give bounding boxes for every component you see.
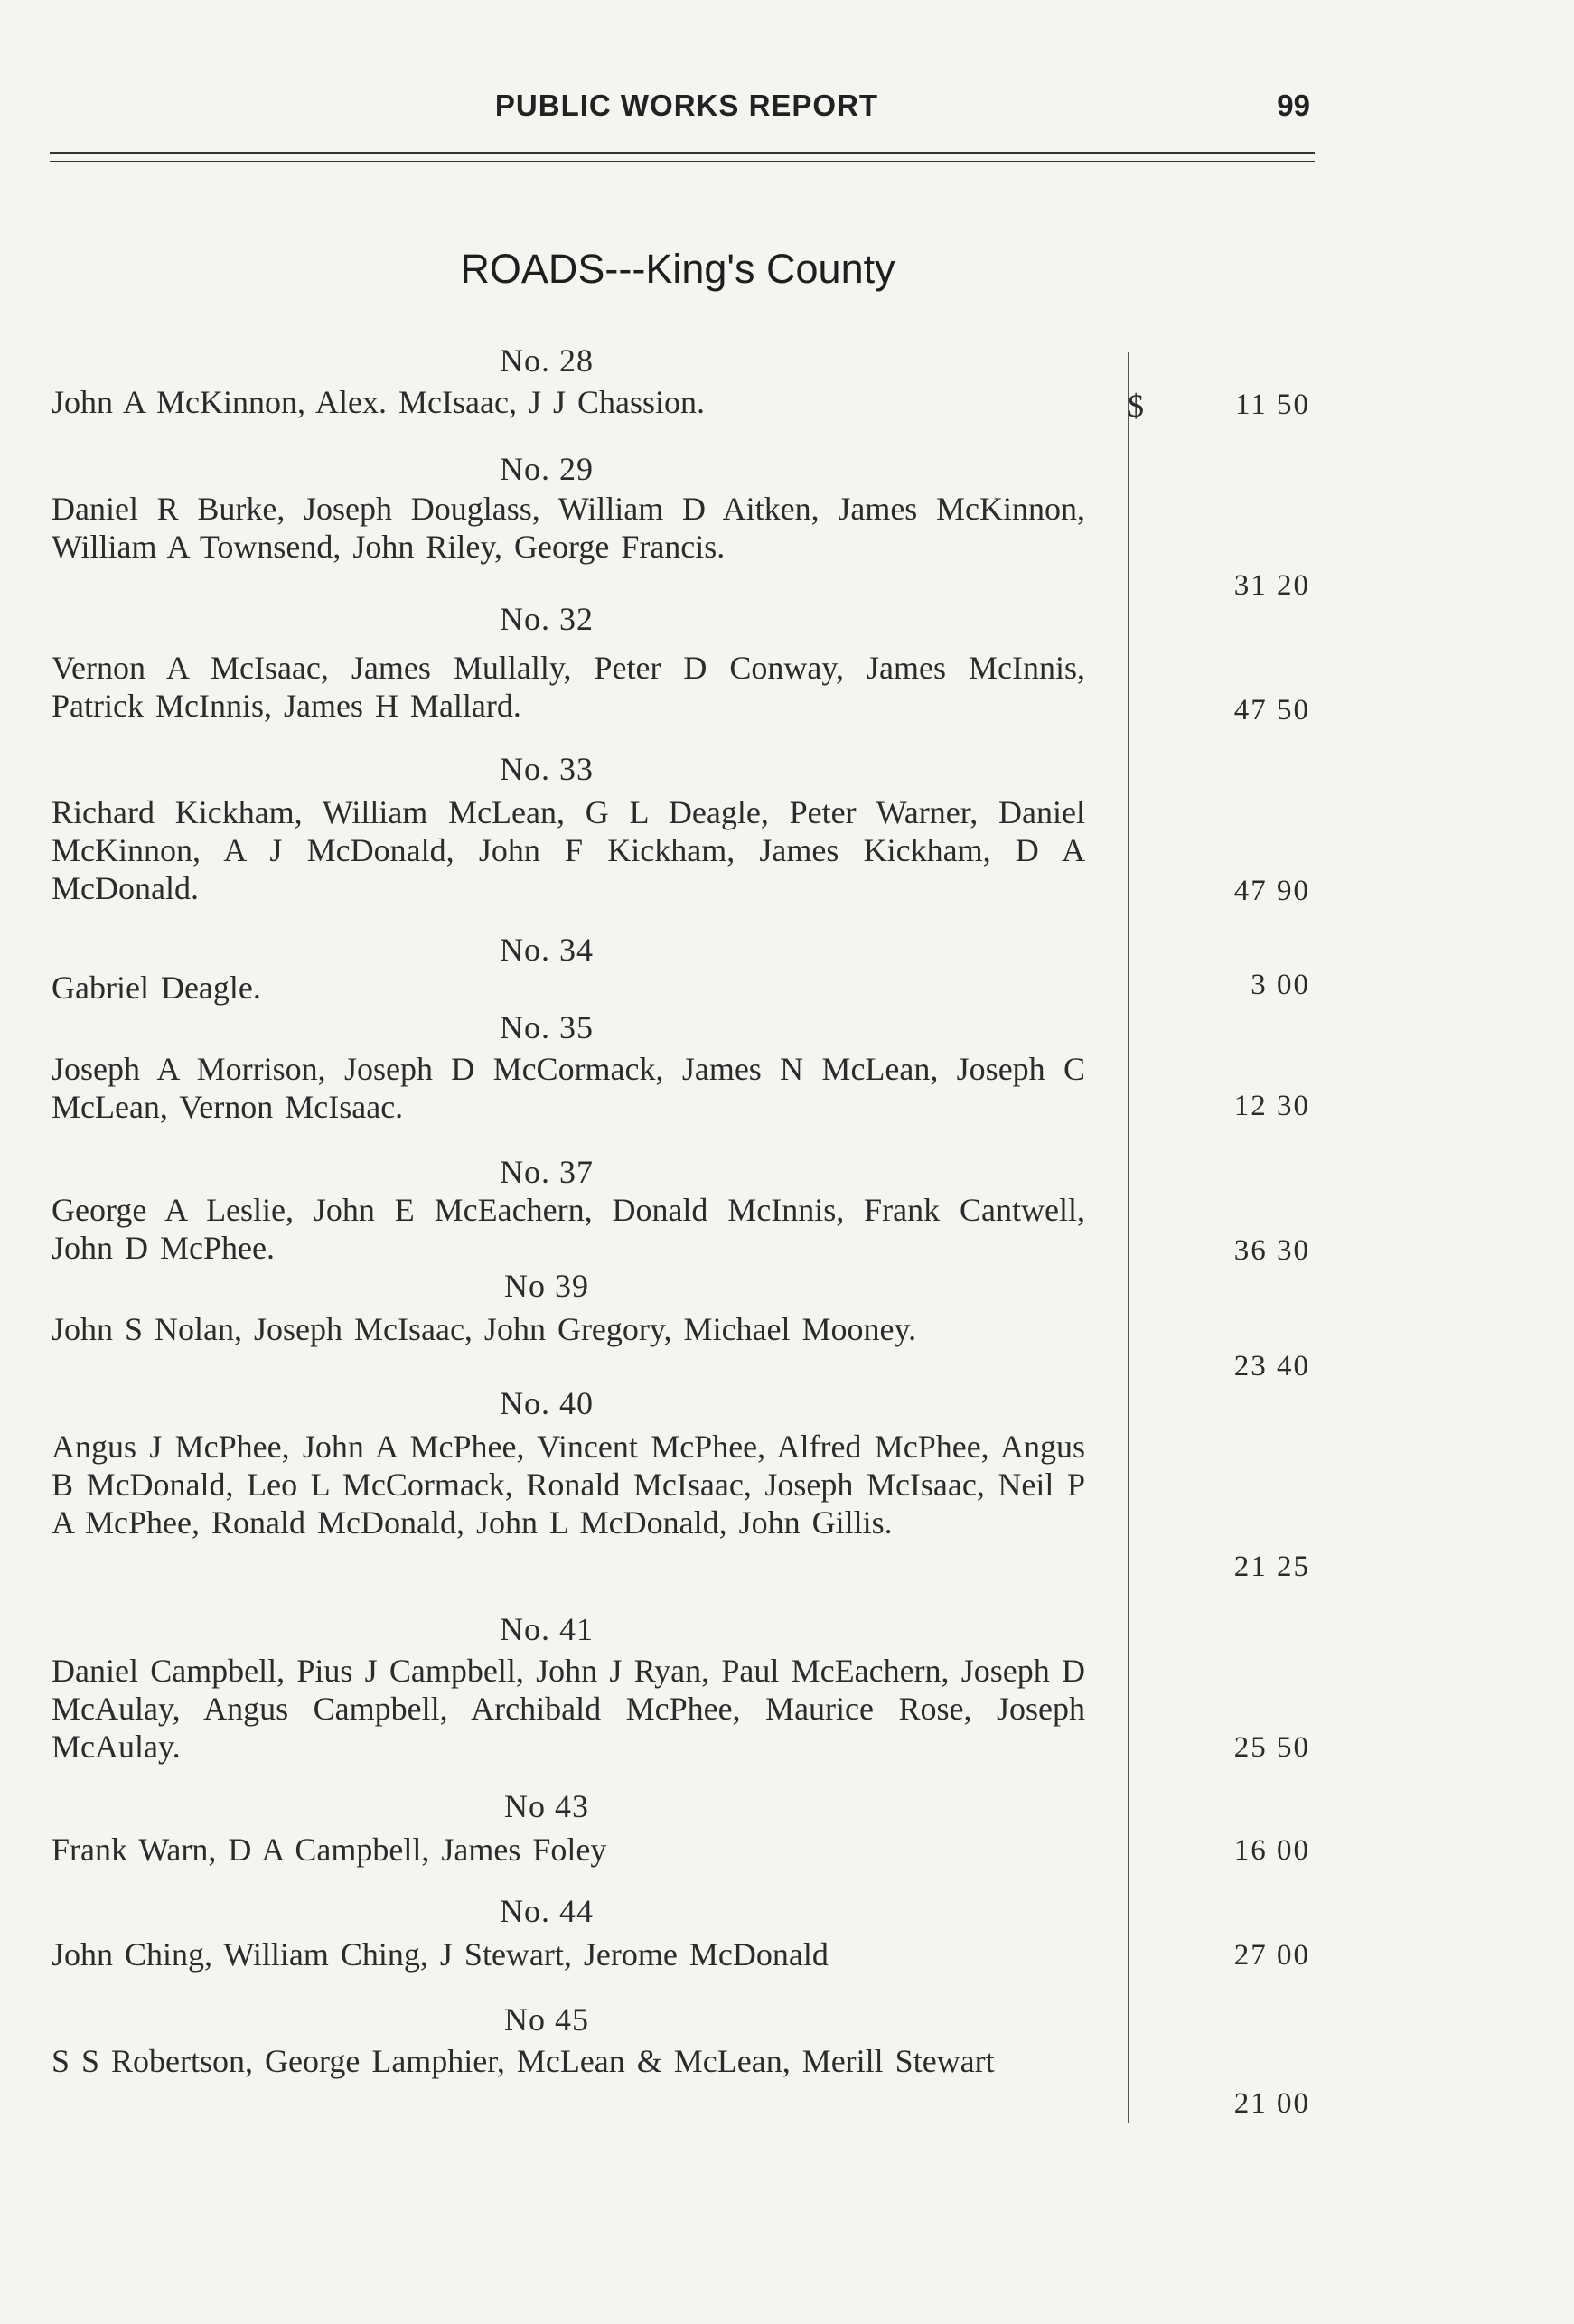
district-names: John S Nolan, Joseph McIsaac, John Gregory, Michael Mooney. (52, 1311, 917, 1347)
page-number: 99 (1277, 89, 1310, 122)
district-names: Joseph A Morrison, Joseph D McCormack, James N McLean, Joseph C McLean, Vernon McIsaac. (52, 1051, 1085, 1125)
district-number: No. 40 (500, 1385, 594, 1421)
district-number: No. 35 (500, 1009, 594, 1045)
district-amount: 23 40 (1233, 1350, 1310, 1382)
district-amount: 16 00 (1233, 1834, 1310, 1867)
amount-column-divider (1128, 352, 1129, 2123)
currency-symbol: $ (1128, 388, 1144, 424)
district-number: No 39 (504, 1268, 589, 1304)
district-names: John A McKinnon, Alex. McIsaac, J J Chassion. (52, 384, 705, 420)
section-title: ROADS---King's County (460, 246, 895, 292)
district-number: No 43 (504, 1788, 589, 1824)
header-rule (50, 152, 1315, 154)
district-amount: 11 50 (1234, 389, 1310, 421)
district-names: Angus J McPhee, John A McPhee, Vincent McPhee, Alfred McPhee, Angus B McDonald, Leo L McCormack, Ronald McIsaac, Joseph McIsaac, Neil P A McPhee, Ronald McDonald, John L McDonald, John Gillis. (52, 1429, 1085, 1541)
district-amount: 36 30 (1233, 1234, 1310, 1267)
district-amount: 21 25 (1233, 1551, 1310, 1583)
district-amount: 27 00 (1233, 1939, 1310, 1972)
header-rule-secondary (50, 161, 1315, 162)
district-number: No. 34 (500, 932, 594, 968)
district-number: No. 37 (500, 1154, 594, 1190)
district-amount: 31 20 (1233, 569, 1310, 602)
district-amount: 3 00 (1251, 969, 1310, 1001)
district-names: George A Leslie, John E McEachern, Donald McInnis, Frank Cantwell, John D McPhee. (52, 1192, 1085, 1266)
district-names: Richard Kickham, William McLean, G L Deagle, Peter Warner, Daniel McKinnon, A J McDonald, John F Kickham, James Kickham, D A McDonald. (52, 794, 1085, 906)
district-amount: 47 90 (1233, 875, 1310, 907)
district-names: Frank Warn, D A Campbell, James Foley (52, 1832, 607, 1868)
district-names: Vernon A McIsaac, James Mullally, Peter D Conway, James McInnis, Patrick McInnis, James H Mallard. (52, 650, 1085, 724)
district-number: No 45 (504, 2001, 589, 2038)
district-number: No. 28 (500, 342, 594, 379)
district-number: No. 33 (500, 751, 594, 787)
district-number: No. 41 (500, 1611, 594, 1647)
district-number: No. 44 (500, 1893, 594, 1929)
district-number: No. 32 (500, 601, 594, 637)
district-names: John Ching, William Ching, J Stewart, Jerome McDonald (52, 1936, 829, 1973)
district-names: Gabriel Deagle. (52, 970, 261, 1006)
district-amount: 21 00 (1233, 2087, 1310, 2120)
report-title: PUBLIC WORKS REPORT (494, 89, 879, 122)
district-names: Daniel Campbell, Pius J Campbell, John J Ryan, Paul McEachern, Joseph D McAulay, Angus Campbell, Archibald McPhee, Maurice Rose, Joseph McAulay. (52, 1653, 1085, 1765)
district-amount: 47 50 (1233, 694, 1310, 726)
district-amount: 12 30 (1233, 1090, 1310, 1122)
district-amount: 25 50 (1233, 1731, 1310, 1764)
district-number: No. 29 (500, 451, 594, 487)
district-names: Daniel R Burke, Joseph Douglass, William D Aitken, James McKinnon, William A Townsend, John Riley, George Francis. (52, 491, 1085, 565)
district-names: S S Robertson, George Lamphier, McLean & McLean, Merill Stewart (52, 2043, 995, 2079)
